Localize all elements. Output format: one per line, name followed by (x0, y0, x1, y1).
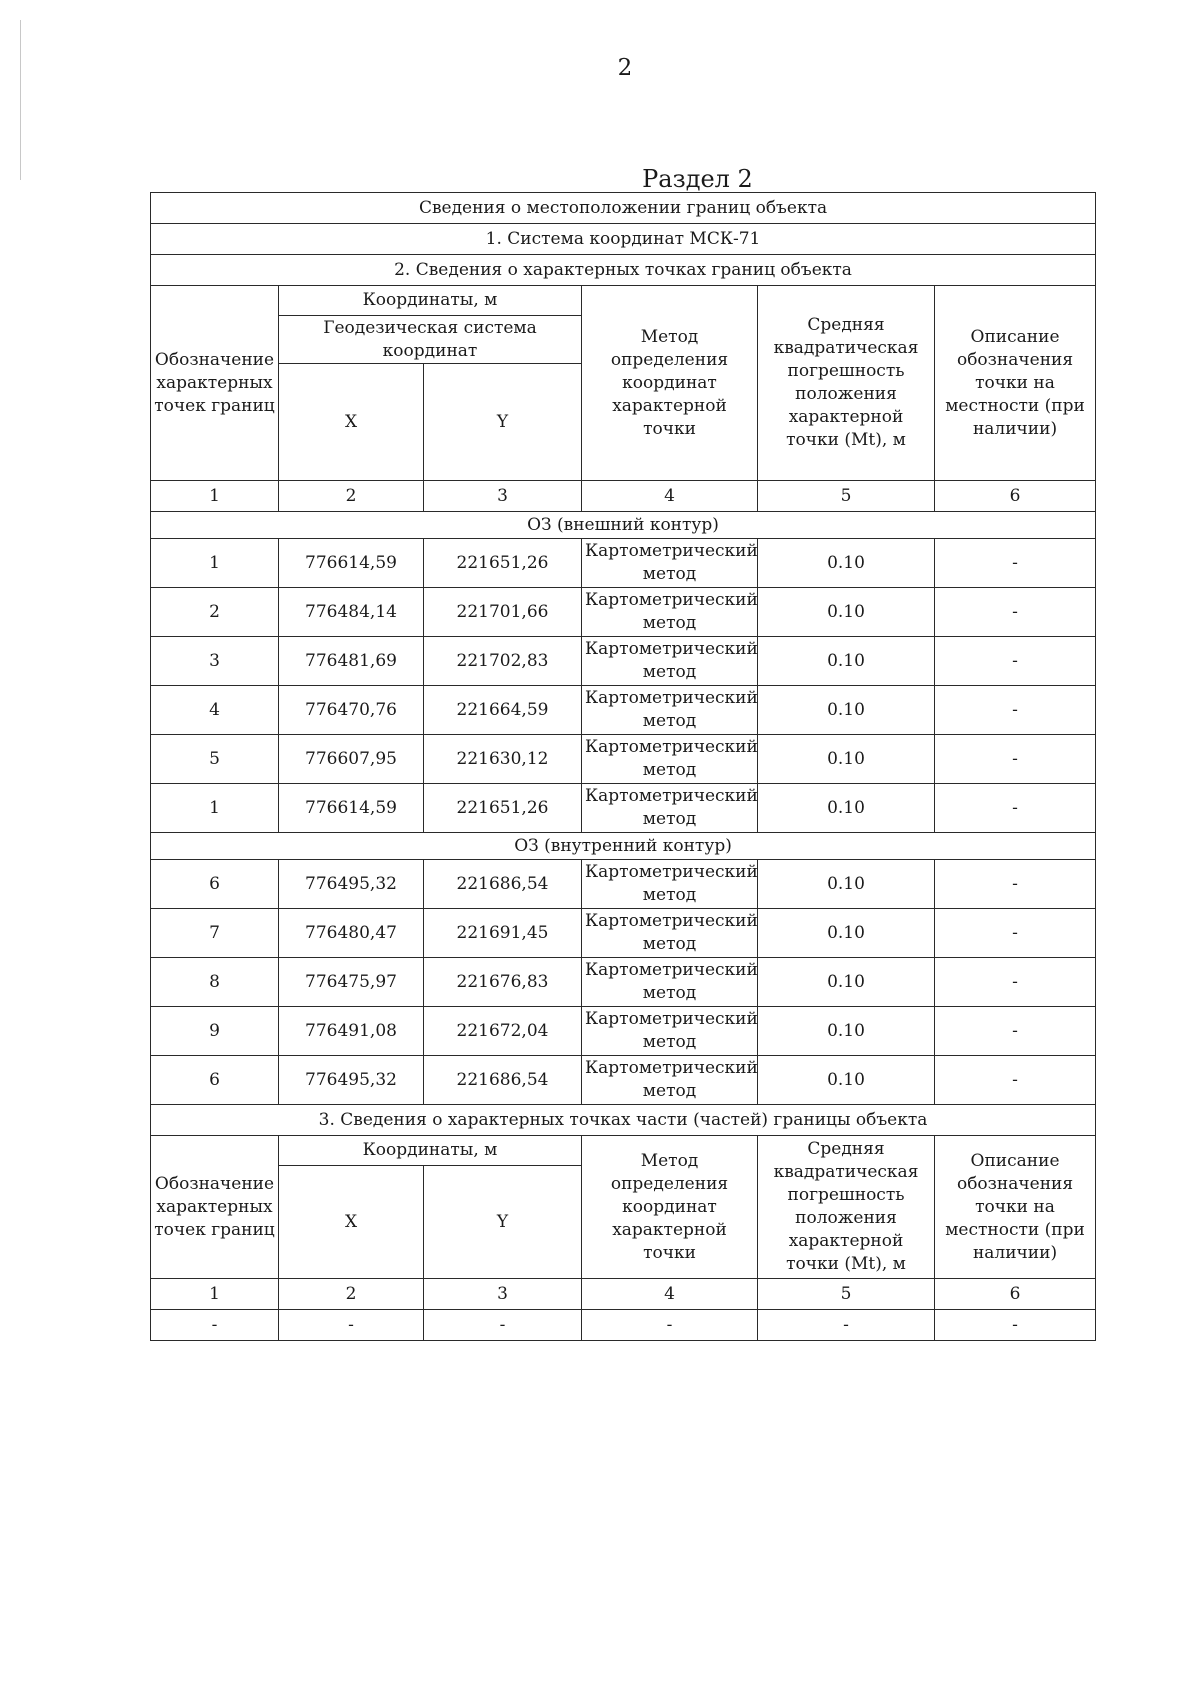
boundary-table (150, 192, 1096, 1341)
header-x: X (279, 364, 424, 481)
method-cell: Картометрический метод (582, 958, 758, 1007)
column-number: 6 (935, 481, 1096, 512)
table-row (151, 588, 1096, 637)
method-cell: Картометрический метод (582, 784, 758, 833)
header-y: Y (424, 1166, 582, 1279)
table-title: Сведения о местоположении границ объекта (151, 193, 1096, 224)
header-rms-error: Средняя квадратическая погрешность положения характерной точки (Mt), м (758, 286, 935, 481)
y-cell: 221651,26 (424, 539, 582, 588)
mt-cell: 0.10 (758, 909, 935, 958)
table-row (151, 1310, 1096, 1341)
desc-cell: - (935, 735, 1096, 784)
table-row (151, 860, 1096, 909)
y-cell: 221691,45 (424, 909, 582, 958)
method-cell: Картометрический метод (582, 909, 758, 958)
x-cell: 776481,69 (279, 637, 424, 686)
header-description: Описание обозначения точки на местности (при наличии) (935, 286, 1096, 481)
point-cell: 5 (151, 735, 279, 784)
method-cell: Картометрический метод (582, 1007, 758, 1056)
point-cell: 9 (151, 1007, 279, 1056)
column-number: 5 (758, 481, 935, 512)
header-geodetic-system: Геодезическая система координат (279, 316, 582, 364)
point-cell: 2 (151, 588, 279, 637)
scan-edge-line (20, 20, 21, 180)
method-cell: Картометрический метод (582, 686, 758, 735)
x-cell: 776614,59 (279, 784, 424, 833)
x-cell: 776475,97 (279, 958, 424, 1007)
y-cell: 221702,83 (424, 637, 582, 686)
header-x: X (279, 1166, 424, 1279)
desc-cell: - (935, 686, 1096, 735)
y-cell: 221701,66 (424, 588, 582, 637)
column-number: 5 (758, 1279, 935, 1310)
method-cell: Картометрический метод (582, 1056, 758, 1105)
header-method: Метод определения координат характерной точки (582, 1136, 758, 1279)
method-cell: Картометрический метод (582, 860, 758, 909)
mt-cell: 0.10 (758, 637, 935, 686)
table-row (151, 539, 1096, 588)
x-cell: 776480,47 (279, 909, 424, 958)
x-cell: 776495,32 (279, 1056, 424, 1105)
method-cell: Картометрический метод (582, 588, 758, 637)
y-cell: 221672,04 (424, 1007, 582, 1056)
mt-cell: 0.10 (758, 686, 935, 735)
header-coordinates: Координаты, м (279, 286, 582, 316)
point-cell: 6 (151, 860, 279, 909)
y-cell: 221676,83 (424, 958, 582, 1007)
column-number: 3 (424, 481, 582, 512)
inner-contour-label: ОЗ (внутренний контур) (151, 833, 1096, 860)
mt-cell: 0.10 (758, 735, 935, 784)
y-cell: 221664,59 (424, 686, 582, 735)
mt-cell: 0.10 (758, 588, 935, 637)
header-rms-error: Средняя квадратическая погрешность положения характерной точки (Mt), м (758, 1136, 935, 1279)
x-cell: 776495,32 (279, 860, 424, 909)
y-cell: 221686,54 (424, 860, 582, 909)
x-cell: 776470,76 (279, 686, 424, 735)
desc-cell: - (935, 637, 1096, 686)
empty-cell: - (582, 1310, 758, 1341)
column-number: 2 (279, 481, 424, 512)
mt-cell: 0.10 (758, 539, 935, 588)
desc-cell: - (935, 539, 1096, 588)
x-cell: 776607,95 (279, 735, 424, 784)
desc-cell: - (935, 860, 1096, 909)
header-description: Описание обозначения точки на местности (при наличии) (935, 1136, 1096, 1279)
point-cell: 3 (151, 637, 279, 686)
table-row (151, 909, 1096, 958)
x-cell: 776614,59 (279, 539, 424, 588)
point-cell: 6 (151, 1056, 279, 1105)
table-row (151, 1056, 1096, 1105)
point-cell: 1 (151, 784, 279, 833)
mt-cell: 0.10 (758, 784, 935, 833)
header-coordinates: Координаты, м (279, 1136, 582, 1166)
empty-cell: - (279, 1310, 424, 1341)
y-cell: 221630,12 (424, 735, 582, 784)
column-number: 4 (582, 1279, 758, 1310)
mt-cell: 0.10 (758, 1056, 935, 1105)
header-point-designation: Обозначение характерных точек границ (151, 1136, 279, 1279)
table-row (151, 686, 1096, 735)
header-method: Метод определения координат характерной точки (582, 286, 758, 481)
coord-system: 1. Система координат МСК-71 (151, 224, 1096, 255)
column-number: 6 (935, 1279, 1096, 1310)
x-cell: 776484,14 (279, 588, 424, 637)
point-cell: 8 (151, 958, 279, 1007)
page-number: 2 (617, 55, 633, 81)
table-row (151, 958, 1096, 1007)
desc-cell: - (935, 588, 1096, 637)
desc-cell: - (935, 958, 1096, 1007)
method-cell: Картометрический метод (582, 539, 758, 588)
empty-cell: - (424, 1310, 582, 1341)
parts-heading: 3. Сведения о характерных точках части (частей) границы объекта (151, 1105, 1096, 1136)
column-number: 2 (279, 1279, 424, 1310)
points-heading: 2. Сведения о характерных точках границ объекта (151, 255, 1096, 286)
desc-cell: - (935, 1007, 1096, 1056)
table-row (151, 735, 1096, 784)
y-cell: 221686,54 (424, 1056, 582, 1105)
empty-cell: - (151, 1310, 279, 1341)
x-cell: 776491,08 (279, 1007, 424, 1056)
desc-cell: - (935, 909, 1096, 958)
table-row (151, 1007, 1096, 1056)
header-y: Y (424, 364, 582, 481)
table-row (151, 637, 1096, 686)
mt-cell: 0.10 (758, 958, 935, 1007)
method-cell: Картометрический метод (582, 735, 758, 784)
outer-contour-label: ОЗ (внешний контур) (151, 512, 1096, 539)
y-cell: 221651,26 (424, 784, 582, 833)
method-cell: Картометрический метод (582, 637, 758, 686)
mt-cell: 0.10 (758, 1007, 935, 1056)
empty-cell: - (935, 1310, 1096, 1341)
empty-cell: - (758, 1310, 935, 1341)
point-cell: 4 (151, 686, 279, 735)
desc-cell: - (935, 1056, 1096, 1105)
column-number: 4 (582, 481, 758, 512)
header-point-designation: Обозначение характерных точек границ (151, 286, 279, 481)
point-cell: 7 (151, 909, 279, 958)
desc-cell: - (935, 784, 1096, 833)
table-row (151, 784, 1096, 833)
column-number: 1 (151, 1279, 279, 1310)
column-number: 1 (151, 481, 279, 512)
point-cell: 1 (151, 539, 279, 588)
section-title: Раздел 2 (642, 165, 753, 193)
mt-cell: 0.10 (758, 860, 935, 909)
column-number: 3 (424, 1279, 582, 1310)
